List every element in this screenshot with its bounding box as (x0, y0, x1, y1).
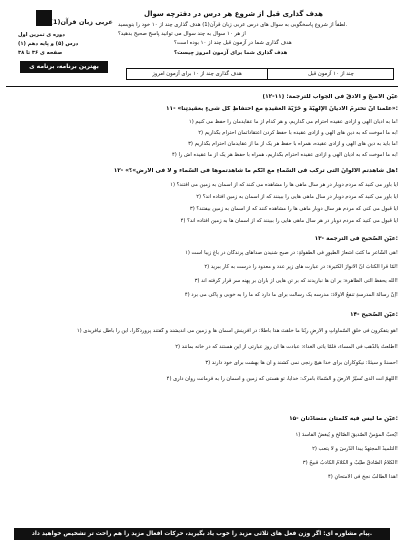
question-14: ۱۴- عیّن الصّحیح: (349, 312, 398, 318)
goal-table-divider (267, 69, 268, 79)
q15-option-4[interactable]: ۴) هذا الطّالبُ نجحَ فی الامتحانِ! (327, 474, 398, 480)
q13-option-2[interactable]: ۲) لمّا قرأ الکتابَ أنّ الأنوارَ الکثیرةَ: در عبارت های زیر عدد و معدود را درست به کار ببرید! (204, 264, 398, 270)
q13-option-3[interactable]: ۳) الله یحفظ الّتی الظّاهرة: بر آن ها نباریدند که بر تن هایی از باران بر پهنه سر قرار گرفته اند! (194, 278, 398, 284)
round-label: دوره ی تمرین اول (18, 32, 65, 38)
header-divider (6, 86, 398, 87)
question-13: ۱۳- عیّن الصّحیح فی الترجمة: (314, 236, 398, 242)
advice-footer: پیام مشاوره ای: اگر وزن فعل های ثلاثی مزید را خوب یاد بگیرید، حرکات افعال مزید را هم راحت تر تشخیص خواهید داد. (14, 528, 390, 540)
q14-option-4[interactable]: ۴) اللّهمّ أنت الّذی تُسیّرُ الأرضَ و السّماءَ بأمرک: خدایا، تو هستی که زمین و آسمان را به فرمانت روان داری! (166, 376, 398, 382)
q14-option-2[interactable]: ۲) اطلّعتُ بالذّهب فی المساء، فلمّا یأتی الغداء: عبادت ها آن روز عبارتی از این هستند که در خانه بمانند! (175, 344, 398, 350)
goal-text-2: از هر ۱۰ سوال به چند سوال می توانید پاسخ صحیح بدهید؟ (118, 31, 246, 37)
q15-option-3[interactable]: ۳) الکلامُ الصّادقُ طیّبٌ و الکلامُ الکاذبُ قبیحٌ! (302, 460, 398, 466)
instruction-11-12: عیّن الأصحّ و الأدقّ فی الجواب للترجمة: (۱۱-۱۲) (262, 94, 398, 100)
goal-text-3: هدف گذاری شما در آزمون قبل چند از ۱۰ بوده است؟ (174, 40, 292, 46)
q12-option-2[interactable]: ۲) آیا باور می کنید که مردم دوبار در سال ماهی هایی را ببینند که از آسمان به زمین افتاده اند؟ (196, 194, 398, 200)
pages-label: صفحه ی ۳۶ تا ۳۸ (18, 50, 63, 56)
q15-option-2[interactable]: ۲) التلمیذُ المجتهدُ یبدأ الدّرسَ و لا یتعب! (312, 446, 398, 452)
page (6, 6, 398, 550)
q12-option-3[interactable]: ۳) آیا قبول می کنی که مردم هر سال دوبار ماهی ها را مشاهده کنند که از آسمان به زمین بیفتند؟ (189, 206, 398, 212)
goal-cell-previous: چند از ۱۰ آزمون قبل (308, 71, 354, 77)
header-left-panel (6, 6, 113, 84)
lesson-label: درس (۵) و پایه دهم (۱) (18, 41, 79, 47)
q11-option-3[interactable]: ۳) ما باید به دین های الهی و آزادی عقیده، همراه با حفظ هر یک از ما از عقایدمان احترام بگذاریم! (188, 141, 398, 147)
goal-table (126, 68, 394, 80)
q12-option-4[interactable]: ۴) آیا قبول می کنید که مردم دوبار در هر سال ماهی هایی را ببینند که از آسمان ها به زمین افتاده اند؟ (180, 218, 398, 224)
q11-option-4[interactable]: ۴) به ما آموخت که به ادیان الهی و آزادی عقیده احترام بگذاریم، همراه با حفظ هر یک از ما عقیده اش را! (171, 152, 398, 158)
q15-option-1[interactable]: ۱) یُحبّ المؤمنُ الصّدیقَ الصّالحَ و یُبغضُ الفاسدَ! (295, 432, 398, 438)
q13-option-4[interactable]: ۴) إنّ رسالةَ المدرسةِ تنفعُ الأولادَ: مدرسه یک رسالت برای ما دارد که ما را به خوبی و پاکی می برد! (184, 292, 398, 298)
question-15: ۱۵- عیّن ما لیس فیه کلمتان متضادّتان: (289, 416, 398, 422)
question-11: ۱۱- «علّمنا أنّ تحترمَ الأدیانَ الإلهیّةَ و حُرّیّةَ العقیدةِ مع احتفاظِ کلِّ شیءٍ بعقیدتِنا»: (166, 106, 398, 112)
q11-option-2[interactable]: ۲) به ما آموخت که به دین های الهی و آزادی عقیده با حفظ کردن اعتقاداتمان احترام بگذاریم! (198, 130, 398, 136)
header (6, 6, 398, 84)
goal-cell-today[interactable]: هدف گذاری چند از ۱۰ برای آزمون امروز (152, 71, 242, 77)
q14-option-3[interactable]: ۳) حسنةً و سیئةً: نیکوکاران برای خدا هیچ رنجی نمی کشند و آن ها بهشت برای خود دارند! (205, 360, 398, 366)
q12-option-1[interactable]: ۱) آیا باور می کنید که مردم دوبار در هر سال ماهی ها را مشاهده می کنند که از آسمان به زمین می افتند؟ (170, 182, 398, 188)
header-right-panel (114, 6, 398, 84)
q11-option-1[interactable]: ۱) ما به ادیان الهی و آزادی عقیده احترام می گذاریم، و هر کدام از ما عقایدمان را حفظ می کنیم! (188, 119, 398, 125)
goal-title: هدف گذاری قبل از شروع هر درس در دفترچه سوال (144, 10, 323, 18)
q13-option-1[interactable]: ۱) هی الشّاعر ما کتَبَ أشعارَ الطّیورِ فی الطّفولةِ: در صبح شنیدن صداهای پرندگان در باغ زیبا است! (185, 250, 398, 256)
goal-text-1: لطفاً از شروع پاسخگویی به سوال های درس عربی زبان قرآن(1) هدف گذاری چند از ۱۰ خود را بنویسید. (118, 22, 348, 28)
goal-text-4: هدف گذاری شما برای آزمون امروز چیست؟ (174, 50, 288, 56)
question-12: ۱۲- «هل شاهدتم الألوانَ التی ترکّب فی السّماءِ مع أنّکم ما شاهدتموها فی السّماء و لا فی الأرض»؟! (113, 168, 398, 174)
subject-title: عربی زبان قرآن(1) (50, 18, 113, 26)
q14-option-1[interactable]: ۱) هو یتفکّرون فی خلقِ السّماواتِ و الأرضِ ربّنا ما خلقتَ هذا باطلاً: در آفرینش آسمان ها و زمین می اندیشند و گفتند پروردگارا، این را باطل نیافریدی! (76, 328, 398, 334)
motto-ribbon: بهترین برنامه، برنامه ی مستمر (20, 61, 108, 73)
